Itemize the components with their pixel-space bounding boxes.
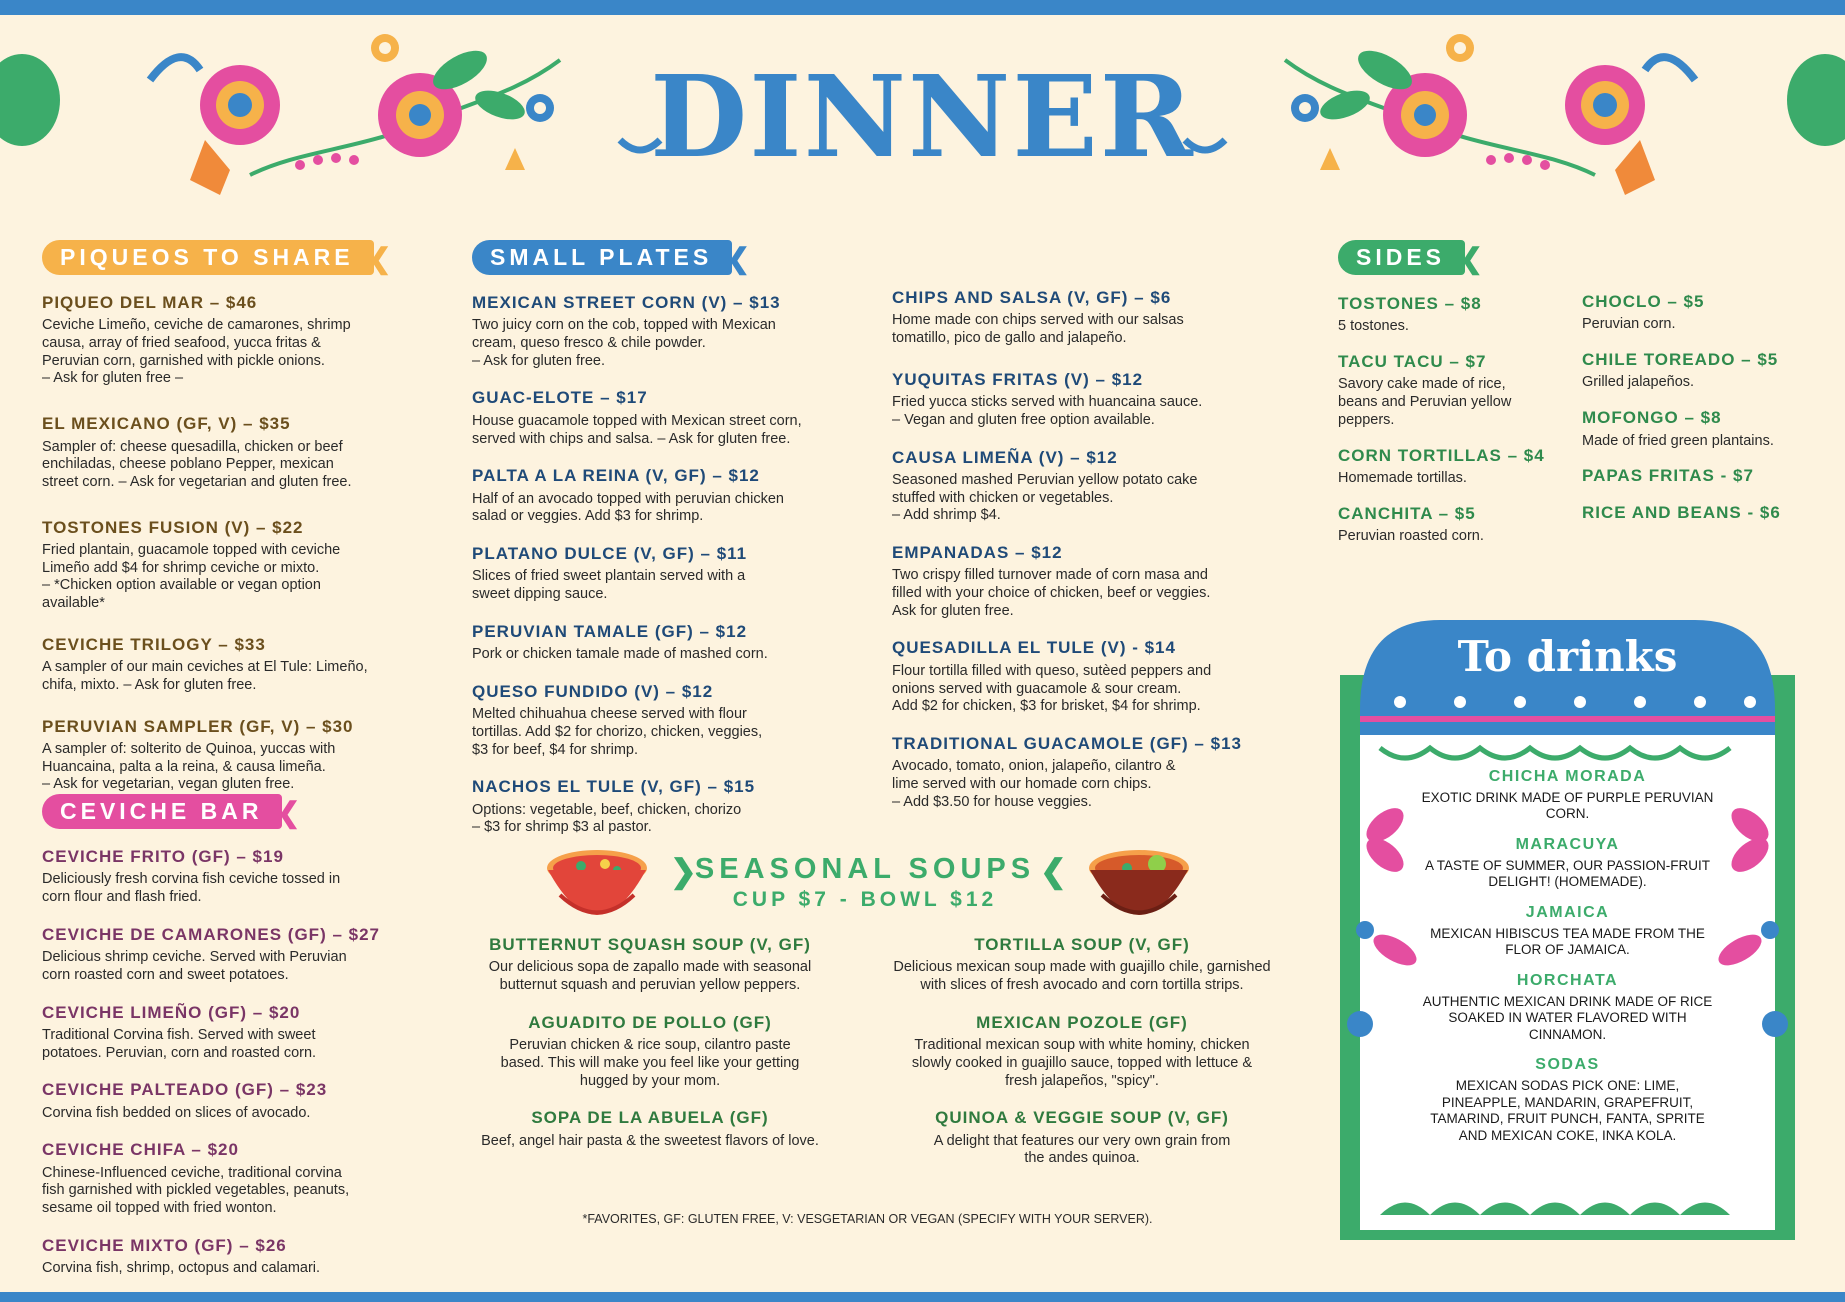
menu-item: TOSTONES – $8 5 tostones. [1338, 294, 1482, 335]
menu-item: TRADITIONAL GUACAMOLE (GF) – $13 Avocado, tomato, onion, jalapeño, cilantro & lime served with our homade corn chips. – Add $3.50 for house veggies. [892, 733, 1242, 810]
piqueos-heading: PIQUEOS TO SHARE [60, 244, 354, 270]
sides-heading: SIDES [1356, 244, 1446, 270]
menu-item: PLATANO DULCE (V, GF) – $11 Slices of fried sweet plantain served with a sweet dipping sauce. [472, 543, 748, 603]
drinks-heading: To drinks [1457, 632, 1678, 681]
soups-heading: SEASONAL SOUPS [694, 853, 1036, 885]
menu-item: PERUVIAN TAMALE (GF) – $12 Pork or chicken tamale made of mashed corn. [472, 621, 768, 663]
menu-item: RICE AND BEANS - $6 [1582, 502, 1781, 522]
soup-bowl-icon [1087, 840, 1192, 925]
menu-item: CHOCLO – $5 Peruvian corn. [1582, 292, 1705, 333]
drink-item: HORCHATA AUTHENTIC MEXICAN DRINK MADE OF RICE SOAKED IN WATER FLAVORED WITH CINNAMON. [1422, 971, 1713, 1042]
soup-item: SOPA DE LA ABUELA (GF) Beef, angel hair pasta & the sweetest flavors of love. [481, 1108, 819, 1149]
menu-item: MEXICAN STREET CORN (V) – $13 Two juicy corn on the cob, topped with Mexican cream, queso fresco & chile powder. – Ask for gluten free. [472, 293, 781, 369]
bottom-border [0, 1292, 1845, 1302]
menu-item: CORN TORTILLAS – $4 Homemade tortillas. [1338, 445, 1545, 486]
menu-item: QUESO FUNDIDO (V) – $12 Melted chihuahua cheese served with flour tortillas. Add $2 for chorizo, chicken, veggies, $3 for beef, $4 for shrimp. [472, 681, 763, 758]
piqueos-list [42, 293, 422, 794]
small-plates-list-2 [892, 270, 1312, 811]
drinks-panel [1340, 620, 1795, 1240]
menu-item: NACHOS EL TULE (V, GF) – $15 Options: vegetable, beef, chicken, chorizo – $3 for shrimp $3 al pastor. [472, 777, 756, 836]
soup-item: AGUADITO DE POLLO (GF) Peruvian chicken & rice soup, cilantro paste based. This will make you feel like your getting hugged by your mom. [500, 1012, 800, 1089]
soup-item: QUINOA & VEGGIE SOUP (V, GF) A delight that features our very own grain from the andes quinoa. [933, 1108, 1231, 1167]
soups-prices: CUP $7 - BOWL $12 [732, 888, 998, 911]
menu-item: TOSTONES FUSION (V) – $22 Fried plantain, guacamole topped with ceviche Limeño add $4 for shrimp ceviche or mixto. – *Chicken option available or vegan option available* [42, 517, 341, 612]
drink-item: MARACUYA A TASTE OF SUMMER, OUR PASSION-FRUIT DELIGHT! (HOMEMADE). [1424, 835, 1711, 890]
menu-item: CAUSA LIMEÑA (V) – $12 Seasoned mashed Peruvian yellow potato cake stuffed with chicken or vegetables. – Add shrimp $4. [892, 447, 1198, 524]
menu-item: CEVICHE FRITO (GF) – $19 Deliciously fresh corvina fish ceviche tossed in corn flour and flash fried. [42, 847, 341, 906]
menu-item: CEVICHE PALTEADO (GF) – $23 Corvina fish bedded on slices of avocado. [42, 1080, 328, 1121]
menu-item: CEVICHE DE CAMARONES (GF) – $27 Delicious shrimp ceviche. Served with Peruvian corn roasted corn and sweet potatoes. [42, 924, 380, 983]
sides-section [1338, 240, 1818, 275]
tick-decoration-icon: ❮ [368, 243, 392, 274]
menu-item: CEVICHE LIMEÑO (GF) – $20 Traditional Corvina fish. Served with sweet potatoes. Peruvian, corn and roasted corn. [42, 1002, 317, 1061]
sides-list-1 [1338, 278, 1578, 546]
tick-decoration-icon: ❯ [670, 853, 697, 889]
soup-item: MEXICAN POZOLE (GF) Traditional mexican soup with white hominy, chicken slowly cooked in guajillo sauce, topped with lettuce & fresh jalapeños, "spicy". [911, 1012, 1253, 1089]
drinks-list [1420, 768, 1715, 1157]
menu-item: CANCHITA – $5 Peruvian roasted corn. [1338, 503, 1484, 544]
ceviche-heading: CEVICHE BAR [60, 798, 263, 824]
menu-item: EL MEXICANO (GF, V) – $35 Sampler of: cheese quesadilla, chicken or beef enchiladas, cheese poblano Pepper, mexican street corn. – Ask for vegetarian and gluten free. [42, 414, 352, 490]
page-title: DINNER [650, 52, 1195, 183]
soup-bowl-icon [545, 840, 650, 925]
soup-item: TORTILLA SOUP (V, GF) Delicious mexican soup made with guajillo chile, garnished with slices of fresh avocado and corn tortilla strips. [893, 935, 1271, 994]
ceviche-list [42, 847, 422, 1278]
drink-item: CHICHA MORADA EXOTIC DRINK MADE OF PURPLE PERUVIAN CORN. [1421, 768, 1714, 822]
soups-list-1 [450, 935, 850, 1150]
menu-item: CEVICHE TRILOGY – $33 A sampler of our main ceviches at El Tule: Limeño, chifa, mixto. – Ask for gluten free. [42, 634, 368, 693]
footer-note: *FAVORITES, GF: GLUTEN FREE, V: VESGETARIAN OR VEGAN (SPECIFY WITH YOUR SERVER). [582, 1212, 1153, 1226]
menu-item: TACU TACU – $7 Savory cake made of rice, beans and Peruvian yellow peppers. [1338, 352, 1512, 428]
piqueos-heading-badge [42, 240, 392, 275]
menu-item: EMPANADAS – $12 Two crispy filled turnover made of corn masa and filled with your choice of chicken, beef or veggies. Ask for gluten free. [892, 542, 1211, 619]
small-plates-list-1 [472, 293, 892, 837]
menu-item: MOFONGO – $8 Made of fried green plantains. [1582, 408, 1774, 449]
ceviche-section [42, 794, 422, 1278]
menu-item: YUQUITAS FRITAS (V) – $12 Fried yucca sticks served with huancaina sauce. – Vegan and gluten free option available. [892, 369, 1203, 428]
tick-decoration-icon: ❮ [1040, 853, 1067, 889]
menu-item: CEVICHE CHIFA – $20 Chinese-Influenced ceviche, traditional corvina fish garnished with pickled vegetables, peanuts, sesame oil topped with fried wonton. [42, 1140, 350, 1217]
drink-item: SODAS MEXICAN SODAS PICK ONE: LIME, PINEAPPLE, MANDARIN, GRAPEFRUIT, TAMARIND, FRUIT PUNCH, FANTA, SPRITE AND MEXICAN COKE, INKA KOLA. [1430, 1056, 1705, 1143]
menu-item: CHILE TOREADO – $5 Grilled jalapeños. [1582, 350, 1779, 391]
sides-list-2 [1582, 276, 1822, 523]
sides-heading-badge [1338, 240, 1484, 275]
tick-decoration-icon: ❮ [726, 243, 751, 274]
menu-item: PAPAS FRITAS - $7 [1582, 466, 1754, 486]
menu-item: PALTA A LA REINA (V, GF) – $12 Half of an avocado topped with peruvian chicken salad or veggies. Add $3 for shrimp. [472, 466, 784, 525]
small-plates-heading-badge [472, 240, 751, 275]
tick-decoration-icon: ❮ [277, 797, 301, 828]
soups-heading-block [640, 853, 1090, 912]
soups-list-2 [862, 935, 1302, 1168]
piqueos-section [42, 240, 422, 794]
menu-item: CEVICHE MIXTO (GF) – $26 Corvina fish, shrimp, octopus and calamari. [42, 1235, 321, 1277]
small-plates-heading: SMALL PLATES [490, 244, 713, 270]
menu-item: GUAC-ELOTE – $17 House guacamole topped with Mexican street corn, served with chips and salsa. – Ask for gluten free. [472, 388, 802, 447]
tick-decoration-icon: ❮ [1459, 243, 1484, 274]
small-plates-section [472, 240, 892, 837]
drink-item: JAMAICA MEXICAN HIBISCUS TEA MADE FROM THE FLOR OF JAMAICA. [1430, 903, 1705, 958]
menu-item: CHIPS AND SALSA (V, GF) – $6 Home made con chips served with our salsas tomatillo, pico de gallo and jalapeño. [892, 288, 1184, 347]
ceviche-heading-badge [42, 794, 301, 829]
menu-item: QUESADILLA EL TULE (V) - $14 Flour tortilla filled with queso, sutèed peppers and onions served with guacamole & sour cream. Add $2 for chicken, $3 for brisket, $4 for shrimp. [892, 638, 1212, 715]
menu-item: PERUVIAN SAMPLER (GF, V) – $30 A sampler of: solterito de Quinoa, yuccas with Huancaina, palta a la reina, & causa limeña. – Ask for vegetarian, vegan gluten free. [42, 716, 354, 793]
menu-item: PIQUEO DEL MAR – $46 Ceviche Limeño, ceviche de camarones, shrimp causa, array of fried seafood, yucca fritas & Peruvian corn, garnished with pickle onions. – Ask for gluten free – [42, 293, 351, 387]
soup-item: BUTTERNUT SQUASH SOUP (V, GF) Our delicious sopa de zapallo made with seasonal butternut squash and peruvian yellow peppers. [488, 935, 812, 994]
